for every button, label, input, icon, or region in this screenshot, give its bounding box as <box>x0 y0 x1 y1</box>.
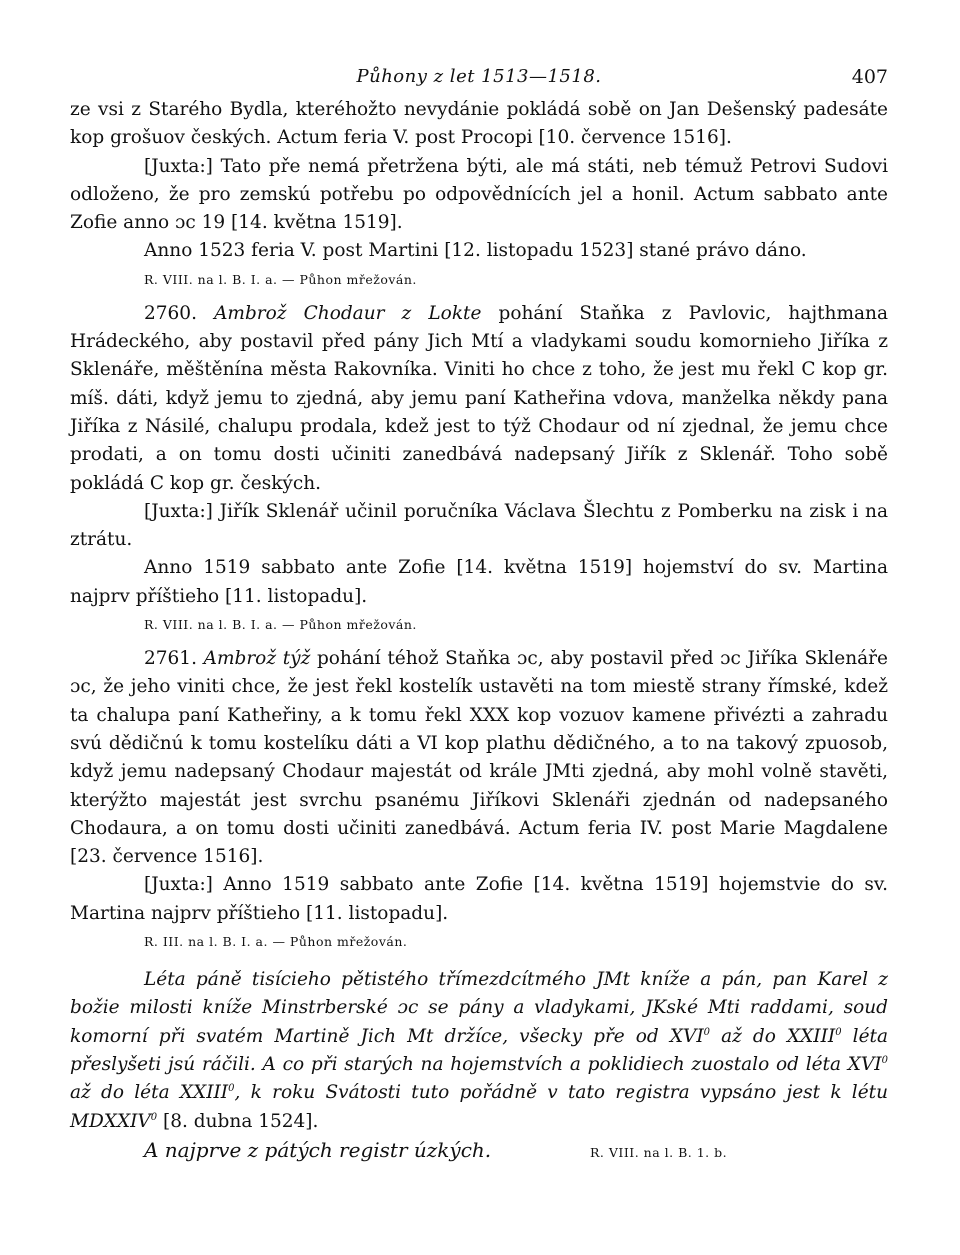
anno-note: Anno 1519 sabbato ante Zofie [14. května 1519] hojemství do sv. Martina najprv příštieho [11. listopadu]. <box>70 557 888 607</box>
book-page <box>70 66 888 1167</box>
entry-text: pohání téhož Staňka ɔc, aby postavil před ɔc Jiříka Sklenáře ɔc, že jeho viniti chce, že jest řekl kostelík ustavěti na tom miestě strany římské, kdež ta chalupa paní Katheřiny, a k tomu řekl XXX kop vozuov kamene přivézti a zahradu svú dědičnú k tomu kostelíku dáti a VI kop plathu dědičného, a to na takový zpuosob, když jemu nadepsaný Chodaur majestát od krále JMti zjedná, aby mohl volně stavěti, kterýžto majestát jest svrchu psanému Jiříkovi Sklenáři zjednán od nadepsaného Chodaura, a on tomu dosti učiniti zanedbává. Actum feria IV. post Marie Magdalene [23. července 1516]. <box>70 648 888 868</box>
paragraph-continuation: ze vsi z Starého Bydla, kteréhožto nevydánie pokládá sobě on Jan Dešenský padesáte kop grošuov českých. Actum feria V. post Procopi [10. července 1516]. <box>70 99 888 149</box>
source-reference: R. VIII. na l. B. I. a. — Půhon mřežován. <box>144 271 417 287</box>
entry-2761 <box>70 645 888 871</box>
page-header <box>70 66 888 96</box>
source-reference: R. III. na l. B. I. a. — Půhon mřežován. <box>144 934 408 950</box>
plaintiff-name: Ambrož Chodaur z Lokte <box>214 302 482 324</box>
section-heading: A najprve z pátých registr úzkých. <box>144 1137 492 1162</box>
page-body <box>70 96 888 1167</box>
entry-number: 2760. <box>144 302 197 324</box>
juxta-note: [Juxta:] Jiřík Sklenář učinil poručníka Václava Šlechtu z Pomberku na zisk i na ztrátu. <box>70 500 888 551</box>
entry-text: pohání Staňka z Pavlovic, hajthmana Hrádeckého, aby postavil před pány Jich Mtí a vladykami soudu komornieho Jiříka z Sklenáře, měštěnína města Rakovníka. Viniti ho chce z toho, že jest mu řekl C kop gr. míš. dáti, když jemu to zjedná, aby jemu paní Katheřina vdova, manželka někdy pana Jiříka z Násilé, chalupu prodala, kdež jest to týž Chodaur od ní zjednal, že jemu chce prodati, a on tomu dosti učiniti zanedbává nadepsaný Jiřík z Sklenář. Toho sobě pokládá C kop gr. českých. <box>70 302 888 494</box>
juxta-note: [Juxta:] Tato pře nemá přetržena býti, ale má státi, neb témuž Petrovi Sudovi odloženo, že pro zemskú potřebu po odpovědnících jel a honil. Actum sabbato ante Zofie anno ɔc 19 [14. května 1519]. <box>70 155 888 234</box>
page-number: 407 <box>851 66 888 88</box>
juxta-note: [Juxta:] Anno 1519 sabbato ante Zofie [14. května 1519] hojemstvie do sv. Martina najprv příštieho [11. listopadu]. <box>70 874 888 924</box>
closing-paragraph: Léta páně tisícieho pětistého třímezdcítmého JMt kníže a pán, pan Karel z božie milosti kníže Minstrberské ɔc se pány a vladykami, JKské Mti raddami, soud komorní při svatém Martině Jich Mt držíce, všecky pře od XVI$^0$ až do XXIII$^0$ léta přeslyšeti jsú ráčili. A co při starých na hojemstvích a poklidiech zuostalo od léta XVI$^0$ až do léta XXIII$^0$, k roku Svátosti tuto pořádně v tato registra vypsáno jest k létu MDXXIV$^0$ [8. dubna 1524]. <box>70 969 889 1132</box>
source-reference: R. VIII. na l. B. I. a. — Půhon mřežován. <box>144 617 417 633</box>
anno-note: Anno 1523 feria V. post Martini [12. listopadu 1523] stané právo dáno. <box>144 240 807 262</box>
section-heading-line <box>70 1136 888 1167</box>
running-title: Půhony z let 1513—1518. <box>356 66 602 87</box>
entry-2760 <box>70 300 888 498</box>
source-reference: R. VIII. na l. B. 1. b. <box>590 1144 728 1160</box>
plaintiff-name: Ambrož týž <box>203 648 311 670</box>
entry-number: 2761. <box>144 648 197 670</box>
